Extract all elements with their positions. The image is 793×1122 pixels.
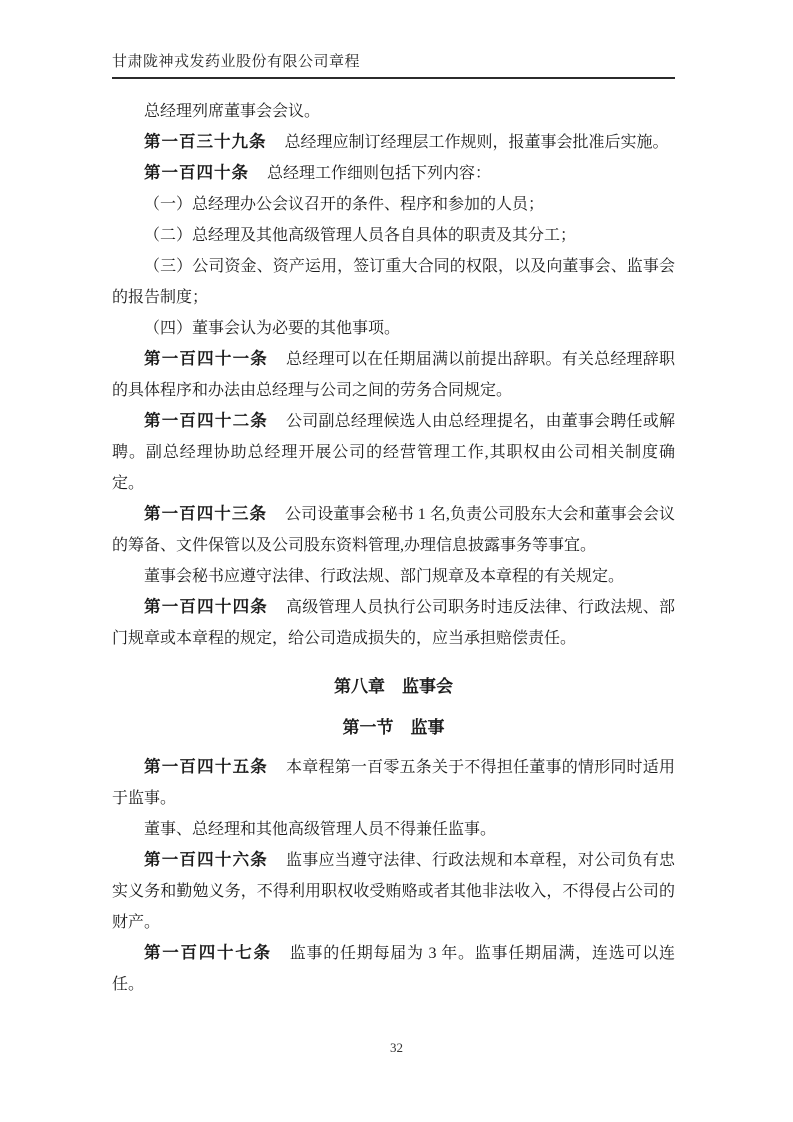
paragraph	[112, 814, 675, 845]
paragraph-text: （三）公司资金、资产运用，签订重大合同的权限，以及向董事会、监事会的报告制度；	[112, 258, 675, 306]
article-number: 第一百四十一条	[144, 350, 269, 368]
paragraph-text: 公司副总经理候选人由总经理提名，由董事会聘任或解聘。副总经理协助总经理开展公司的经营管理工作,其职权由公司相关制度确定。	[112, 413, 675, 492]
paragraph	[112, 561, 675, 592]
paragraph	[112, 96, 675, 127]
list-item	[112, 251, 675, 313]
paragraph-text: （四）董事会认为必要的其他事项。	[144, 320, 401, 337]
paragraph	[112, 127, 675, 158]
paragraph	[112, 592, 675, 654]
article-number: 第一百三十九条	[144, 133, 267, 151]
paragraph-text: 公司设董事会秘书 1 名,负责公司股东大会和董事会会议的筹备、文件保管以及公司股东资料管理,办理信息披露事务等事宜。	[112, 506, 675, 554]
paragraph-text: 监事的任期每届为 3 年。监事任期届满，连选可以连任。	[112, 945, 675, 993]
paragraph-text: 高级管理人员执行公司职务时违反法律、行政法规、部门规章或本章程的规定，给公司造成损失的，应当承担赔偿责任。	[112, 599, 675, 647]
article-number: 第一百四十二条	[144, 412, 269, 430]
paragraph-text: （一）总经理办公会议召开的条件、程序和参加的人员；	[144, 196, 545, 213]
chapter-heading: 第八章 监事会	[334, 677, 453, 696]
paragraph	[112, 752, 675, 814]
document-body	[112, 96, 675, 1000]
paragraph-text: 本章程第一百零五条关于不得担任董事的情形同时适用于监事。	[112, 759, 675, 807]
section-heading: 第一节 监事	[342, 718, 445, 737]
paragraph	[112, 406, 675, 499]
paragraph-text: 总经理应制订经理层工作规则，报董事会批准后实施。	[284, 134, 669, 151]
paragraph-text: 董事、总经理和其他高级管理人员不得兼任监事。	[144, 821, 497, 838]
page-footer	[0, 1040, 793, 1056]
list-item	[112, 220, 675, 251]
paragraph	[112, 499, 675, 561]
paragraph	[112, 938, 675, 1000]
article-number: 第一百四十四条	[144, 598, 269, 616]
header-title: 甘肃陇神戎发药业股份有限公司章程	[112, 54, 361, 70]
paragraph	[112, 158, 675, 189]
paragraph-text: 总经理可以在任期届满以前提出辞职。有关总经理辞职的具体程序和办法由总经理与公司之间的劳务合同规定。	[112, 351, 675, 399]
paragraph	[112, 845, 675, 938]
article-number: 第一百四十七条	[144, 944, 272, 962]
paragraph-text: 董事会秘书应遵守法律、行政法规、部门规章及本章程的有关规定。	[144, 568, 625, 585]
list-item	[112, 313, 675, 344]
article-number: 第一百四十五条	[144, 758, 269, 776]
page-number: 32	[390, 1040, 403, 1055]
paragraph-text: 监事应当遵守法律、行政法规和本章程，对公司负有忠实义务和勤勉义务，不得利用职权收受贿赂或者其他非法收入，不得侵占公司的财产。	[112, 852, 675, 931]
paragraph-text: （二）总经理及其他高级管理人员各自具体的职责及其分工；	[144, 227, 577, 244]
article-number: 第一百四十条	[144, 164, 249, 182]
paragraph	[112, 344, 675, 406]
paragraph-text: 总经理列席董事会会议。	[144, 103, 321, 120]
list-item	[112, 189, 675, 220]
article-number: 第一百四十三条	[144, 505, 268, 523]
article-number: 第一百四十六条	[144, 851, 269, 869]
paragraph-text: 总经理工作细则包括下列内容：	[267, 165, 492, 182]
page-header	[112, 50, 675, 79]
